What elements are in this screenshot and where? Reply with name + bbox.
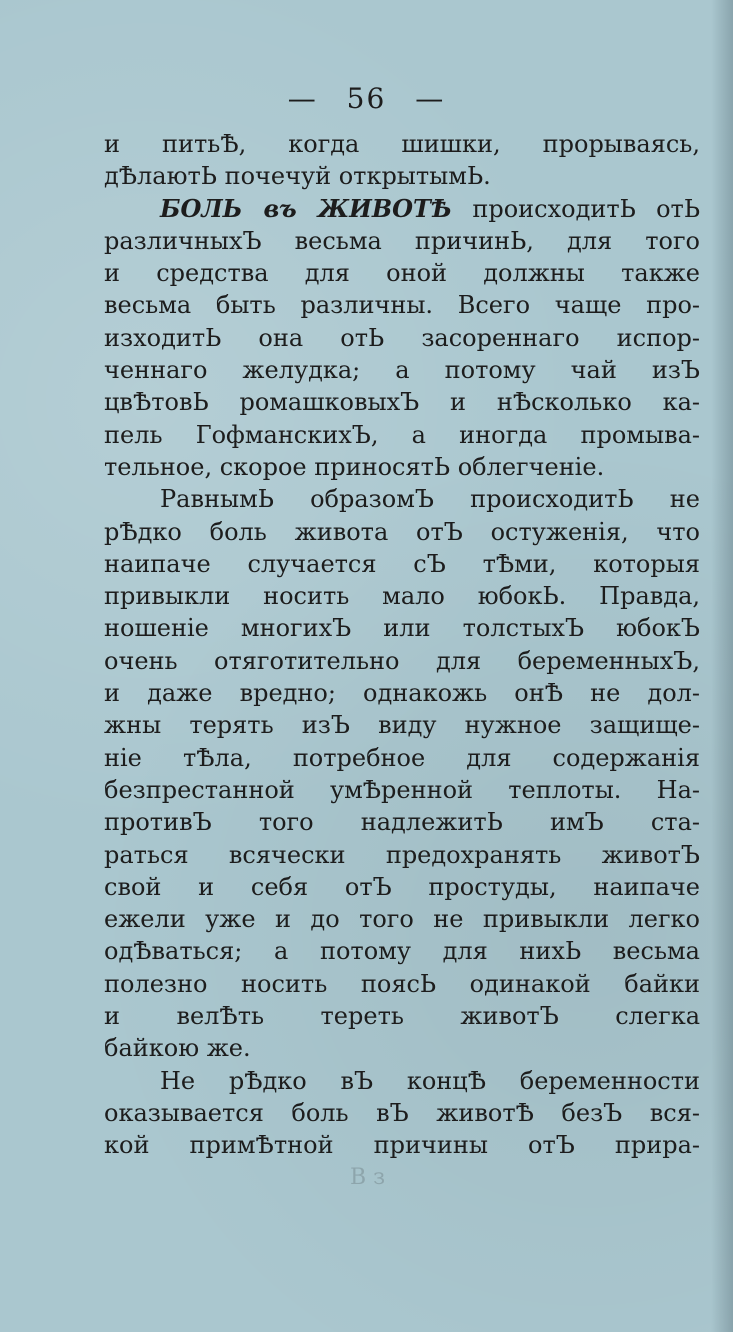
page-number-dash-left: —: [287, 82, 318, 115]
text-line: очень отяготительно для беременныхЪ,: [104, 646, 700, 675]
text-line: рѢдко боль живота отЪ остуженія, что: [104, 517, 700, 546]
text-line: ежели уже и до того не привыкли легко: [104, 905, 700, 934]
text-line: наипаче случается сЪ тѢми, которыя: [104, 549, 700, 578]
text-line: различныхЪ весьма причинЬ, для того: [104, 226, 700, 255]
text-line: свой и себя отЪ простуды, наипаче: [104, 872, 700, 901]
section-heading: БОЛЬ въ ЖИВОТѢ: [160, 193, 453, 223]
bleed-through-text: В з: [350, 1165, 386, 1190]
text-line: РавнымЬ образомЪ происходитЬ не: [160, 485, 700, 514]
text-line: оказывается боль вЪ животѢ безЪ вся-: [104, 1098, 700, 1127]
text-line: и питьѢ, когда шишки, прорываясь,: [104, 130, 700, 158]
text-line: противЪ того надлежитЬ имЪ ста-: [104, 808, 700, 837]
body-text: [104, 128, 700, 1162]
page-number-header: [0, 82, 733, 115]
text-line: раться всячески предохранять животЪ: [104, 840, 700, 869]
text-line: и даже вредно; однакожь онѢ не дол-: [104, 679, 700, 708]
text-line: полезно носить поясЬ одинакой байки: [104, 969, 700, 998]
text-line: цвѢтовЬ ромашковыхЪ и нѢсколько ка-: [104, 388, 700, 417]
text-fragment: происходитЬ отЬ: [472, 194, 700, 223]
text-line: ношеніе многихЪ или толстыхЪ юбокЪ: [104, 614, 700, 643]
text-line: жны терять изЪ виду нужное защище-: [104, 711, 700, 740]
text-line: тельное, скорое приносятЬ облегченіе.: [104, 452, 605, 481]
page-edge-shadow: [711, 0, 733, 1332]
page-number: 56: [346, 82, 387, 115]
text-line: ченнаго желудка; а потому чай изЪ: [104, 356, 700, 385]
text-line: весьма быть различны. Всего чаще про-: [104, 291, 700, 320]
text-line: и велѢть тереть животЪ слегка: [104, 1002, 700, 1031]
text-line: байкою же.: [104, 1034, 251, 1063]
text-line: привыкли носить мало юбокЬ. Правда,: [104, 582, 700, 611]
text-line: дѢлаютЬ почечуй открытымЬ.: [104, 162, 491, 191]
page-number-dash-right: —: [415, 82, 446, 115]
text-line: изходитЬ она отЬ засореннаго испор-: [104, 323, 700, 352]
text-line: [104, 193, 700, 225]
text-line: пель ГофманскихЪ, а иногда промыва-: [104, 420, 700, 449]
text-line: и средства для оной должны также: [104, 259, 700, 288]
text-line: одѢваться; а потому для нихЬ весьма: [104, 937, 700, 966]
text-line: ніе тѢла, потребное для содержанія: [104, 743, 700, 772]
text-line: Не рѢдко вЪ концѢ беременности: [160, 1066, 700, 1095]
text-line: безпрестанной умѢренной теплоты. На-: [104, 775, 700, 804]
text-line: кой примѢтной причины отЪ прира-: [104, 1131, 700, 1160]
